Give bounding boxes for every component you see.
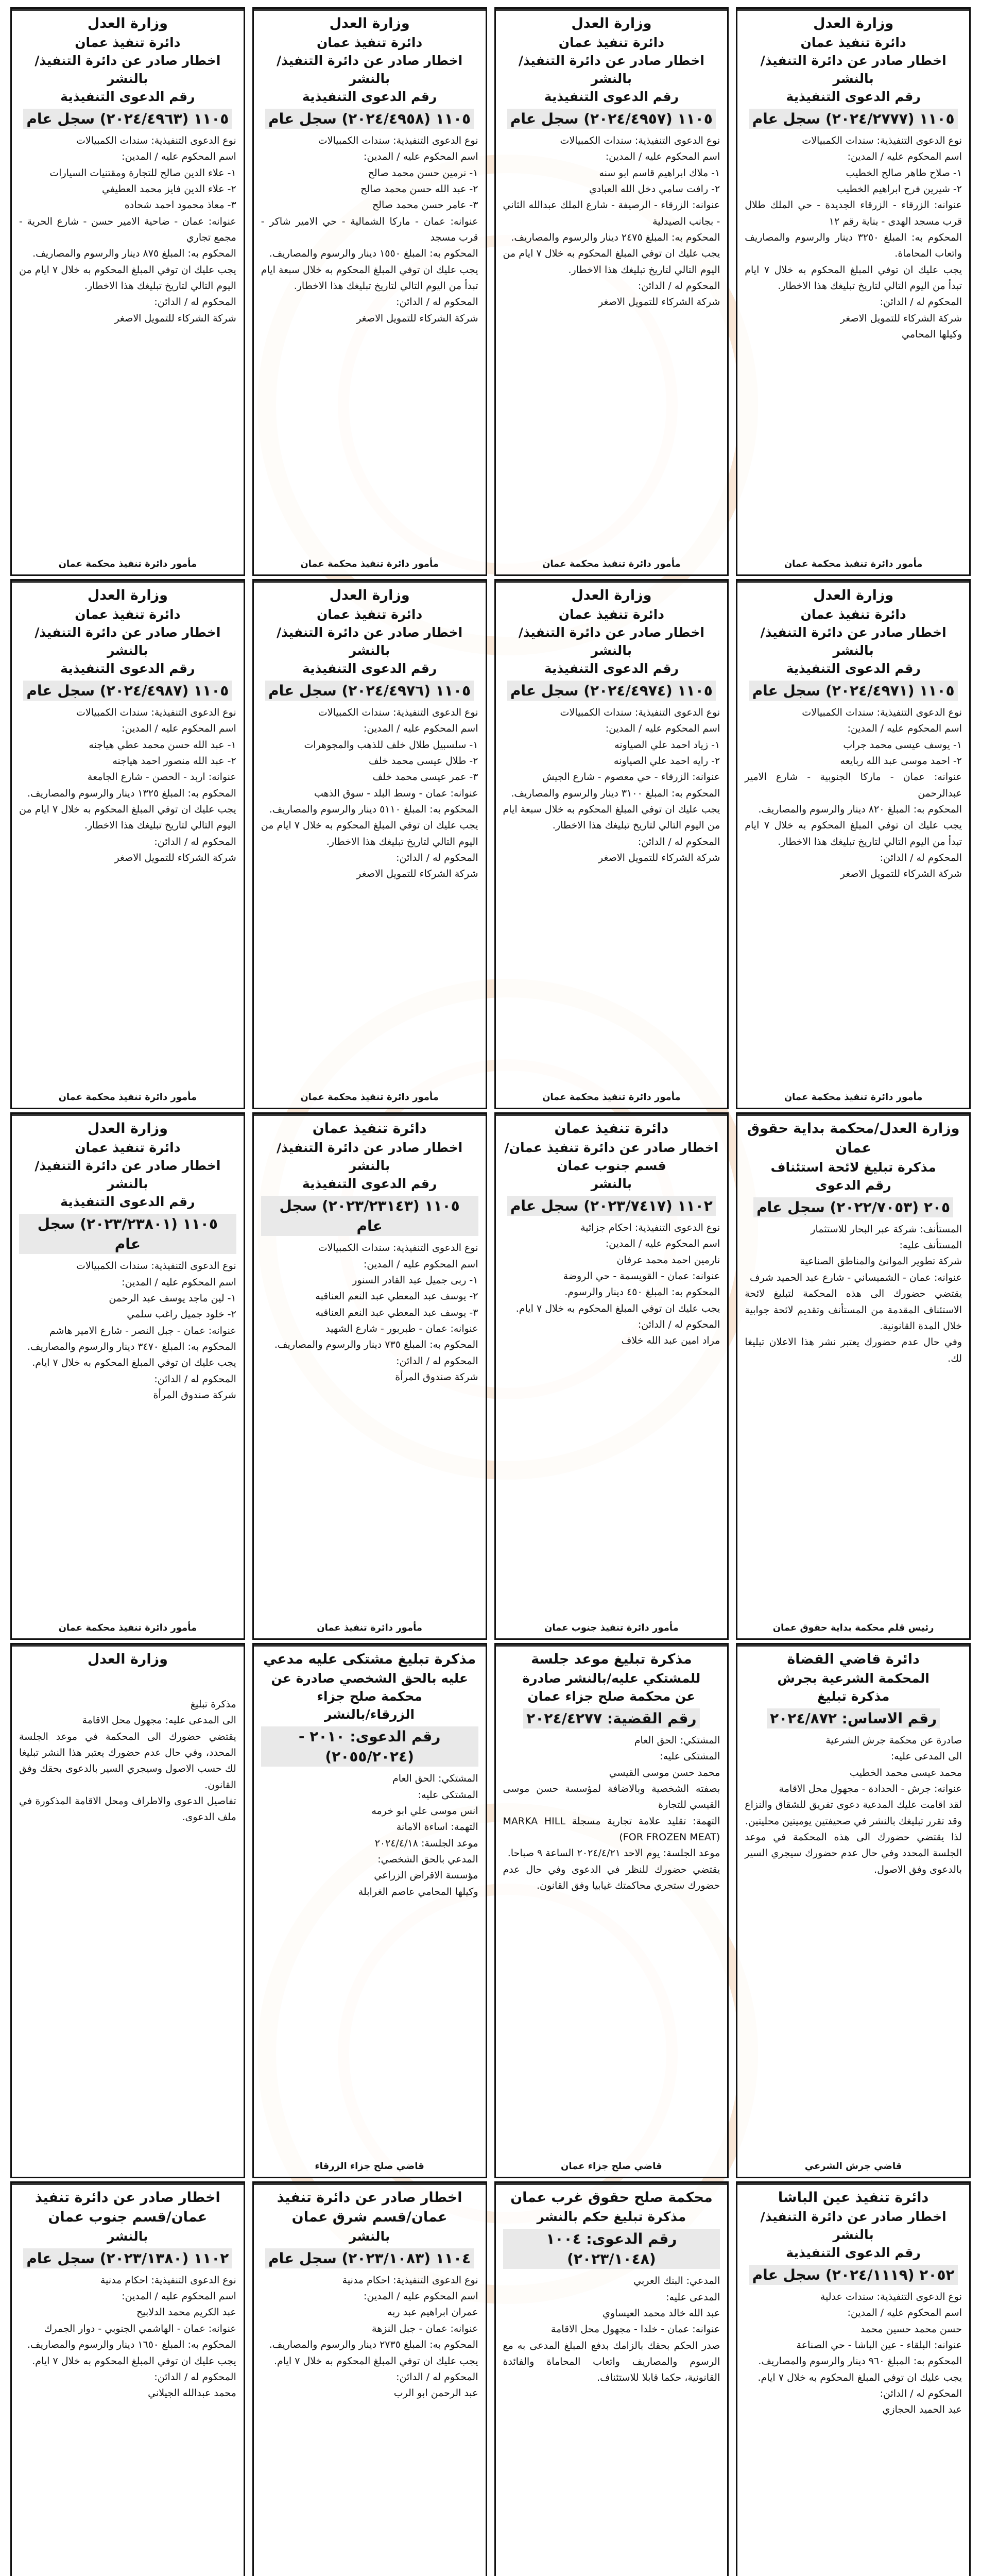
- notice-heading: اخطار صادر عن دائرة تنفيذ عمان/قسم جنوب عمان: [504, 1140, 719, 1173]
- notice-heading: وزارة العدل: [813, 15, 894, 31]
- case-number: ١١٠٥ (٢٠٢٤/٤٩٥٧) سجل عام: [507, 109, 716, 129]
- notice-body: نوع الدعوى التنفيذية: سندات الكمبيالات اسم المحكوم عليه / المدين: ١- سلسبيل طلال خلف للذهب والمجوهرات ٢- طلال عيسى محمد خلف ٣- عمر عيسى محمد خلف عنوانه: عمان - وسط البلد - سوق الذهب المحكوم به: المبلغ ٥١١٠ دينار والرسوم والمصاريف. يجب عليك ان توفي المبلغ المحكوم به خلال ٧ ايام من اليوم التالي لتاريخ تبليغك هذا الاخطار. المحكوم له / الدائن: شركة الشركاء للتمويل الاصغر: [261, 706, 478, 880]
- legal-notice: [10, 7, 245, 576]
- notice-heading: اخطار صادر عن دائرة التنفيذ/بالنشر: [518, 624, 704, 658]
- notice-heading: رقم الدعوى التنفيذية: [60, 1194, 195, 1209]
- legal-notice: [494, 1643, 729, 2178]
- legal-notice: [736, 579, 971, 1109]
- notice-body: نوع الدعوى التنفيذية: سندات الكمبيالات اسم المحكوم عليه / المدين: ١- ربى جميل عبد القادر السنور ٢- يوسف عبد المعطي عبد النعم العناقبه ٣- يوسف عبد المعطي عبد النعم العناقبه عنوانه: عمان - طبربور - شارع الشهيد المحكوم به: المبلغ ٧٣٥ دينار والرسوم والمصاريف. المحكوم له / الدائن: شركة صندوق المرأة: [274, 1242, 478, 1383]
- notice-body: مذكرة تبليغ الى المدعى عليه: مجهول محل الاقامة يقتضي حضورك الى المحكمة في موعد الجلسة المحدد، وفي حال عدم حضورك يعتبر هذا النشر تبليغا لك حسب الاصول وسيجري السير بالدعوى بحقك وفق القانون. تفاصيل الدعوى والاطراف ومحل الاقامة المذكورة في ملف الدعوى.: [19, 1698, 236, 1823]
- notice-heading: رقم الدعوى التنفيذية: [302, 1176, 437, 1191]
- notice-footer: مأمور دائرة تنفيذ محكمة عمان: [300, 1092, 439, 1103]
- notice-heading: مذكرة تبليغ: [817, 1688, 890, 1704]
- notice-body: نوع الدعوى التنفيذية: احكام جزائية اسم المحكوم عليه / المدين: نارمين احمد محمد عرفان عنوانه: عمان - القويسمة - حي الروضة المحكوم به: المبلغ ٤٥٠ دينار والرسوم. يجب عليك ان توفي المبلغ المحكوم به خلال ٧ ايام. المحكوم له / الدائن: مراد امين عبد الله خلاف: [515, 1222, 720, 1347]
- notice-heading: رقم الدعوى التنفيذية: [544, 89, 679, 104]
- notice-body: المشتكي: الحق العام المشتكى عليه: انس موسى علي ابو خرمه التهمة: اساءة الامانة موعد الجلسة: ٢٠٢٤/٤/١٨ المدعي بالحق الشخصي: مؤسسة الاقراض الزراعي وكيلها المحامي عاصم الغرابلة: [358, 1773, 478, 1897]
- notice-heading: اخطار صادر عن دائرة التنفيذ/بالنشر: [277, 624, 463, 658]
- notice-heading: اخطار صادر عن دائرة التنفيذ/بالنشر: [35, 53, 221, 86]
- notice-heading: للمشتكي عليه/بالنشر صادرة: [522, 1670, 701, 1686]
- notice-heading: وزارة العدل: [87, 587, 168, 603]
- case-number: ١١٠٥ (٢٠٢٤/٤٩٧٤) سجل عام: [507, 681, 716, 701]
- notice-body: نوع الدعوى التنفيذية: سندات الكمبيالات اسم المحكوم عليه / المدين: ١- عبد الله حسن محمد عطي هياجنه ٢- عبد الله منصور احمد هياجنه عنوانه: اربد - الحصن - شارع الجامعة المحكوم به: المبلغ ١٣٢٥ دينار والرسوم والمصاريف. يجب عليك ان توفي المبلغ المحكوم به خلال ٧ ايام من اليوم التالي لتاريخ تبليغك هذا الاخطار. المحكوم له / الدائن: شركة الشركاء للتمويل الاصغر: [19, 706, 236, 864]
- legal-notice: [494, 7, 729, 576]
- notice-body: نوع الدعوى التنفيذية: سندات الكمبيالات اسم المحكوم عليه / المدين: ١- يوسف عيسى محمد جراب ٢- احمد موسى عبد الله ربايعه عنوانه: عمان - ماركا الجنوبية - شارع الامير عبدالرحمن المحكوم به: المبلغ ٨٢٠ دينار والرسوم والمصاريف. يجب عليك ان توفي المبلغ المحكوم به خلال ٧ ايام تبدأ من اليوم التالي لتاريخ تبليغك هذا الاخطار. المحكوم له / الدائن: شركة الشركاء للتمويل الاصغر: [745, 706, 962, 880]
- legal-notice: [736, 2181, 971, 2576]
- notice-footer: مأمور دائرة تنفيذ محكمة عمان: [784, 1092, 923, 1103]
- notice-heading: اخطار صادر عن دائرة التنفيذ/بالنشر: [760, 53, 946, 86]
- notice-heading: اخطار صادر عن دائرة التنفيذ/بالنشر: [760, 624, 946, 658]
- notice-heading: رقم الدعوى التنفيذية: [302, 89, 437, 104]
- notice-heading: وزارة العدل: [571, 15, 652, 31]
- notice-heading: اخطار صادر عن دائرة التنفيذ/بالنشر: [518, 53, 704, 86]
- notice-footer: مأمور دائرة تنفيذ عمان: [317, 1622, 423, 1633]
- notice-footer: مأمور دائرة تنفيذ محكمة عمان: [58, 558, 197, 569]
- notice-footer: قاضي صلح جزاء الزرقاء: [315, 2161, 424, 2172]
- legal-notice: [10, 1643, 245, 2178]
- notice-heading: اخطار صادر عن دائرة التنفيذ/بالنشر: [277, 1140, 463, 1173]
- notice-heading: دائرة تنفيذ عين الباشا: [778, 2190, 929, 2206]
- case-number: ١١٠٢ (٢٠٢٣/٧٤١٧) سجل عام: [507, 1196, 716, 1216]
- notice-heading: وزارة العدل: [87, 1121, 168, 1137]
- notice-body: نوع الدعوى التنفيذية: سندات الكمبيالات اسم المحكوم عليه / المدين: ١- علاء الدين صالح للتجارة ومقتنيات السيارات ٢- علاء الدين فايز محمد العطيفي ٣- معاذ محمود احمد شحاده عنوانه: عمان - ضاحية الامير حسن - شارع الحرية - مجمع تجاري المحكوم به: المبلغ ٨٧٥ دينار والرسوم والمصاريف. يجب عليك ان توفي المبلغ المحكوم به خلال ٧ ايام من اليوم التالي لتاريخ تبليغك هذا الاخطار. المحكوم له / الدائن: شركة الشركاء للتمويل الاصغر: [19, 134, 236, 324]
- notice-heading: بالنشر: [349, 2228, 390, 2244]
- notice-heading: اخطار صادر عن دائرة التنفيذ/بالنشر: [277, 53, 463, 86]
- legal-notice: [736, 1112, 971, 1640]
- notice-body: نوع الدعوى التنفيذية: سندات الكمبيالات اسم المحكوم عليه / المدين: ١- نرمين حسن محمد صالح ٢- عبد الله حسن محمد صالح ٣- عامر حسن محمد صالح عنوانه: عمان - ماركا الشمالية - حي الامير شاكر - قرب مسجد المحكوم به: المبلغ ١٥٥٠ دينار والرسوم والمصاريف. يجب عليك ان توفي المبلغ المحكوم به خلال سبعة ايام تبدأ من اليوم التالي لتاريخ تبليغك هذا الاخطار. المحكوم له / الدائن: شركة الشركاء للتمويل الاصغر: [261, 134, 478, 324]
- notice-footer: مأمور دائرة تنفيذ محكمة عمان: [542, 1092, 681, 1103]
- legal-notice: [10, 1112, 245, 1640]
- notice-footer: قاضي صلح جزاء عمان: [561, 2161, 662, 2172]
- notice-heading: دائرة تنفيذ عمان: [312, 1121, 427, 1137]
- case-number: رقم القضية: ٢٠٢٤/٤٢٧٧: [523, 1708, 699, 1728]
- notice-footer: مأمور دائرة تنفيذ محكمة عمان: [58, 1092, 197, 1103]
- notice-heading: دائرة تنفيذ عمان: [558, 606, 665, 622]
- notice-heading: الزرقاء/بالنشر: [324, 1706, 415, 1722]
- notice-heading: رقم الدعوى التنفيذية: [786, 2245, 921, 2260]
- notice-heading: دائرة تنفيذ عمان: [558, 35, 665, 50]
- case-number: ١١٠٥ (٢٠٢٤/٤٩٧١) سجل عام: [749, 681, 958, 701]
- notice-body: صادرة عن محكمة جرش الشرعية الى المدعى عليه: محمد عيسى محمد الخطيب عنوانه: جرش - الحدادة - مجهول محل الاقامة لقد اقامت عليك المدعية دعوى تفريق للشقاق والنزاع وقد تقرر تبليغك بالنشر في صحيفتين يوميتين محليتين. لذا يقتضي حضورك الى هذه المحكمة في موعد الجلسة المحدد وفي حال عدم حضورك سيجري السير بالدعوى وفق الاصول.: [745, 1734, 962, 1875]
- notice-heading: عليه بالحق الشخصي صادرة عن: [271, 1670, 468, 1686]
- legal-notice: [252, 579, 487, 1109]
- notice-heading: رقم الدعوى: [815, 1177, 891, 1193]
- notice-footer: مأمور دائرة تنفيذ محكمة عمان: [58, 1622, 197, 1633]
- legal-notice: [252, 2181, 487, 2576]
- notice-heading: دائرة تنفيذ عمان: [316, 606, 423, 622]
- notice-heading: دائرة تنفيذ عمان: [75, 1140, 181, 1155]
- case-number: ١١٠٥ (٢٠٢٤/٤٩٨٧) سجل عام: [23, 681, 232, 701]
- notice-heading: رقم الدعوى التنفيذية: [60, 660, 195, 676]
- notice-heading: وزارة العدل/محكمة بداية حقوق عمان: [747, 1121, 960, 1156]
- notice-heading: وزارة العدل: [329, 15, 410, 31]
- notice-heading: اخطار صادر عن دائرة تنفيذ عمان/قسم شرق عمان: [277, 2190, 462, 2225]
- notice-heading: بالنشر: [591, 1176, 632, 1191]
- case-number: ٢٠٥ (٢٠٢٢/٧٠٥٣) سجل عام: [753, 1197, 953, 1217]
- notice-heading: دائرة تنفيذ عمان: [800, 606, 906, 622]
- notice-body: نوع الدعوى التنفيذية: احكام مدنية اسم المحكوم عليه / المدين: عمران ابراهيم عبد ربه عنوانه: عمان - جبل النزهة المحكوم به: المبلغ ٢٧٣٥ دينار والرسوم والمصاريف. يجب عليك ان توفي المبلغ المحكوم به خلال ٧ ايام. المحكوم له / الدائن: عبد الرحمن ابو الرب: [269, 2274, 478, 2399]
- legal-notice: [494, 2181, 729, 2576]
- notice-heading: رقم الدعوى التنفيذية: [786, 660, 921, 676]
- notice-heading: وزارة العدل: [87, 15, 168, 31]
- notice-body: المشتكي: الحق العام المشتكى عليه: محمد حسن موسى القيسي بصفته الشخصية وبالاضافة لمؤسسة حسن موسى القيسي للتجارة التهمة: تقليد علامة تجارية مسجلة MARKA HILL (FOR FROZEN MEAT) موعد الجلسة: يوم الاحد ٢٠٢٤/٤/٢١ الساعة ٩ صباحا. يقتضي حضورك للنظر في الدعوى وفي حال عدم حضورك ستجري محاكمتك غيابيا وفق القانون.: [503, 1734, 720, 1892]
- notice-body: نوع الدعوى التنفيذية: سندات عدلية اسم المحكوم عليه / المدين: حسن محمد حسين محمد عنوانه: البلقاء - عين الباشا - حي الصناعة المحكوم به: المبلغ ٩٦٠ دينار والرسوم والمصاريف. يجب عليك ان توفي المبلغ المحكوم به خلال ٧ ايام. المحكوم له / الدائن: عبد الحميد الحجازي: [758, 2291, 962, 2416]
- legal-notice: [736, 1643, 971, 2178]
- notice-heading: محكمة صلح جزاء: [317, 1688, 422, 1704]
- case-number: رقم الدعوى: ٢٠١٠ - (٢٠٥٥/٢٠٢٤): [261, 1726, 478, 1767]
- notice-heading: اخطار صادر عن دائرة التنفيذ/بالنشر: [760, 2209, 946, 2242]
- notice-heading: مذكرة تبليغ موعد جلسة: [531, 1651, 692, 1667]
- notice-heading: دائرة تنفيذ عمان: [75, 35, 181, 50]
- case-number: ١١٠٥ (٢٠٢٤/٤٩٦٣) سجل عام: [23, 109, 232, 129]
- notice-heading: دائرة تنفيذ عمان: [800, 35, 906, 50]
- notice-heading: المحكمة الشرعية بجرش: [777, 1670, 930, 1686]
- notice-heading: اخطار صادر عن دائرة التنفيذ/بالنشر: [35, 624, 221, 658]
- notice-footer: مأمور دائرة تنفيذ محكمة عمان: [784, 558, 923, 569]
- notice-body: نوع الدعوى التنفيذية: سندات الكمبيالات اسم المحكوم عليه / المدين: ١- زياد احمد علي الصياونه ٢- رايه احمد علي الصياونه عنوانه: الزرقاء - حي معصوم - شارع الجيش المحكوم به: المبلغ ٣١٠٠ دينار والرسوم والمصاريف. يجب عليك ان توفي المبلغ المحكوم به خلال سبعة ايام من اليوم التالي لتاريخ تبليغك هذا الاخطار. المحكوم له / الدائن: شركة الشركاء للتمويل الاصغر: [503, 706, 720, 864]
- notice-heading: مذكرة تبليغ مشتكى عليه مدعي: [263, 1651, 476, 1667]
- notice-heading: رقم الدعوى التنفيذية: [302, 660, 437, 676]
- legal-notice: [10, 579, 245, 1109]
- notice-body: نوع الدعوى التنفيذية: سندات الكمبيالات اسم المحكوم عليه / المدين: ١- لين ماجد يوسف عبد الرحمن ٢- خلود جميل راغب سلمي عنوانه: عمان - جبل النصر - شارع الامير هاشم المحكوم به: المبلغ ٣٤٧٠ دينار والرسوم والمصاريف. يجب عليك ان توفي المبلغ المحكوم به خلال ٧ ايام. المحكوم له / الدائن: شركة صندوق المرأة: [27, 1260, 236, 1401]
- legal-notice: [252, 1643, 487, 2178]
- legal-notice: [494, 579, 729, 1109]
- notice-footer: مأمور دائرة تنفيذ محكمة عمان: [300, 558, 439, 569]
- legal-notice: [736, 7, 971, 576]
- notice-heading: وزارة العدل: [87, 1651, 168, 1667]
- case-number: رقم الاساس: ٢٠٢٤/٨٧٢: [767, 1708, 940, 1728]
- notice-body: المستأنف: شركة عبر البحار للاستثمار المستأنف عليه: شركة تطوير الموانئ والمناطق الصناعية عنوانه: عمان - الشميساني - شارع عبد الحميد شرف يقتضي حضورك الى هذه المحكمة لتبليغ لائحة الاستئناف المقدمة من المستأنف وتقديم لائحة جوابية خلال المدة القانونية. وفي حال عدم حضورك يعتبر نشر هذا الاعلان تبليغا لك.: [745, 1223, 962, 1364]
- legal-notice: [252, 7, 487, 576]
- notice-footer: رئيس قلم محكمة بداية حقوق عمان: [772, 1622, 934, 1633]
- notice-heading: رقم الدعوى التنفيذية: [786, 89, 921, 104]
- notice-heading: وزارة العدل: [329, 587, 410, 603]
- case-number: ١١٠٤ (٢٠٢٣/١٠٨٣) سجل عام: [265, 2248, 474, 2268]
- case-number: ١١٠٥ (٢٠٢٣/٢٣١٤٣) سجل عام: [261, 1196, 478, 1236]
- notice-body: نوع الدعوى التنفيذية: احكام مدنية اسم المحكوم عليه / المدين: عبد الكريم محمد الدلابيح عنوانه: عمان - الهاشمي الجنوبي - دوار الجمرك المحكوم به: المبلغ ١٦٥٠ دينار والرسوم والمصاريف. يجب عليك ان توفي المبلغ المحكوم به خلال ٧ ايام. المحكوم له / الدائن: محمد عبدالله الجيلاني: [27, 2274, 236, 2399]
- case-number: ١١٠٥ (٢٠٢٤/٤٩٧٦) سجل عام: [265, 681, 474, 701]
- notice-heading: محكمة صلح حقوق غرب عمان: [510, 2190, 713, 2206]
- notice-heading: عن محكمة صلح جزاء عمان: [527, 1688, 696, 1704]
- notice-footer: مأمور دائرة تنفيذ جنوب عمان: [544, 1622, 679, 1633]
- case-number: ١١٠٥ (٢٠٢٤/٢٧٧٧) سجل عام: [749, 109, 958, 129]
- notice-heading: دائرة تنفيذ عمان: [316, 35, 423, 50]
- notice-body: نوع الدعوى التنفيذية: سندات الكمبيالات اسم المحكوم عليه / المدين: ١- ملاك ابراهيم قاسم ابو سنه ٢- رافت سامي دخل الله العبادي عنوانه: الزرقاء - الرصيفة - شارع الملك عبدالله الثاني - بجانب الصيدلية المحكوم به: المبلغ ٢٤٧٥ دينار والرسوم والمصاريف. يجب عليك ان توفي المبلغ المحكوم به خلال ٧ ايام من اليوم التالي لتاريخ تبليغك هذا الاخطار. المحكوم له / الدائن: شركة الشركاء للتمويل الاصغر: [503, 134, 720, 308]
- notice-heading: رقم الدعوى التنفيذية: [544, 660, 679, 676]
- case-number: ١١٠٥ (٢٠٢٣/٢٣٨٠١) سجل عام: [19, 1214, 236, 1254]
- notice-heading: مذكرة تبليغ لائحة استئناف: [770, 1159, 936, 1175]
- case-number: ١١٠٢ (٢٠٢٣/١٣٨٠) سجل عام: [23, 2248, 232, 2268]
- notice-heading: دائرة تنفيذ عمان: [554, 1121, 669, 1137]
- notice-heading: رقم الدعوى التنفيذية: [60, 89, 195, 104]
- newspaper-page: [10, 4, 971, 2576]
- notice-heading: دائرة قاضي القضاة: [787, 1651, 920, 1667]
- notice-heading: اخطار صادر عن دائرة التنفيذ/بالنشر: [35, 1158, 221, 1191]
- notice-body: المدعي: البنك العربي المدعى عليه: عبد الله خالد محمد العيساوي عنوانه: عمان - خلدا - مجهول محل الاقامة صدر الحكم بحقك بالزامك بدفع المبلغ المدعى به مع الرسوم والمصاريف واتعاب المحاماة والفائدة القانونية، حكما قابلا للاستئناف.: [503, 2275, 720, 2384]
- notice-heading: مذكرة تبليغ حكم بالنشر: [537, 2209, 686, 2224]
- notice-footer: قاضي جرش الشرعي: [804, 2161, 902, 2172]
- notice-heading: وزارة العدل: [813, 587, 894, 603]
- legal-notice: [494, 1112, 729, 1640]
- notice-heading: اخطار صادر عن دائرة تنفيذ عمان/قسم جنوب عمان: [35, 2190, 220, 2225]
- notice-body: نوع الدعوى التنفيذية: سندات الكمبيالات اسم المحكوم عليه / المدين: ١- صلاح طاهر صالح الخطيب ٢- شيرين فرح ابراهيم الخطيب عنوانه: الزرقاء - الزرقاء الجديدة - حي الملك طلال قرب مسجد الهدى - بناية رقم ١٢ المحكوم به: المبلغ ٣٢٥٠ دينار والرسوم والمصاريف واتعاب المحاماة. يجب عليك ان توفي المبلغ المحكوم به خلال ٧ ايام تبدأ من اليوم التالي لتاريخ تبليغك هذا الاخطار. المحكوم له / الدائن: شركة الشركاء للتمويل الاصغر وكيلها المحامي: [745, 134, 962, 341]
- legal-notice: [10, 2181, 245, 2576]
- notice-heading: وزارة العدل: [571, 587, 652, 603]
- notice-heading: دائرة تنفيذ عمان: [75, 606, 181, 622]
- notice-footer: مأمور دائرة تنفيذ محكمة عمان: [542, 558, 681, 569]
- notice-heading: بالنشر: [107, 2228, 148, 2244]
- case-number: ١١٠٥ (٢٠٢٤/٤٩٥٨) سجل عام: [265, 109, 474, 129]
- legal-notice: [252, 1112, 487, 1640]
- case-number: رقم الدعوى: ١٠٠٤ (٢٠٢٣/١٠٤٨): [503, 2229, 720, 2269]
- case-number: ٢٠٥٢ (٢٠٢٤/١١١٩) سجل عام: [749, 2265, 958, 2285]
